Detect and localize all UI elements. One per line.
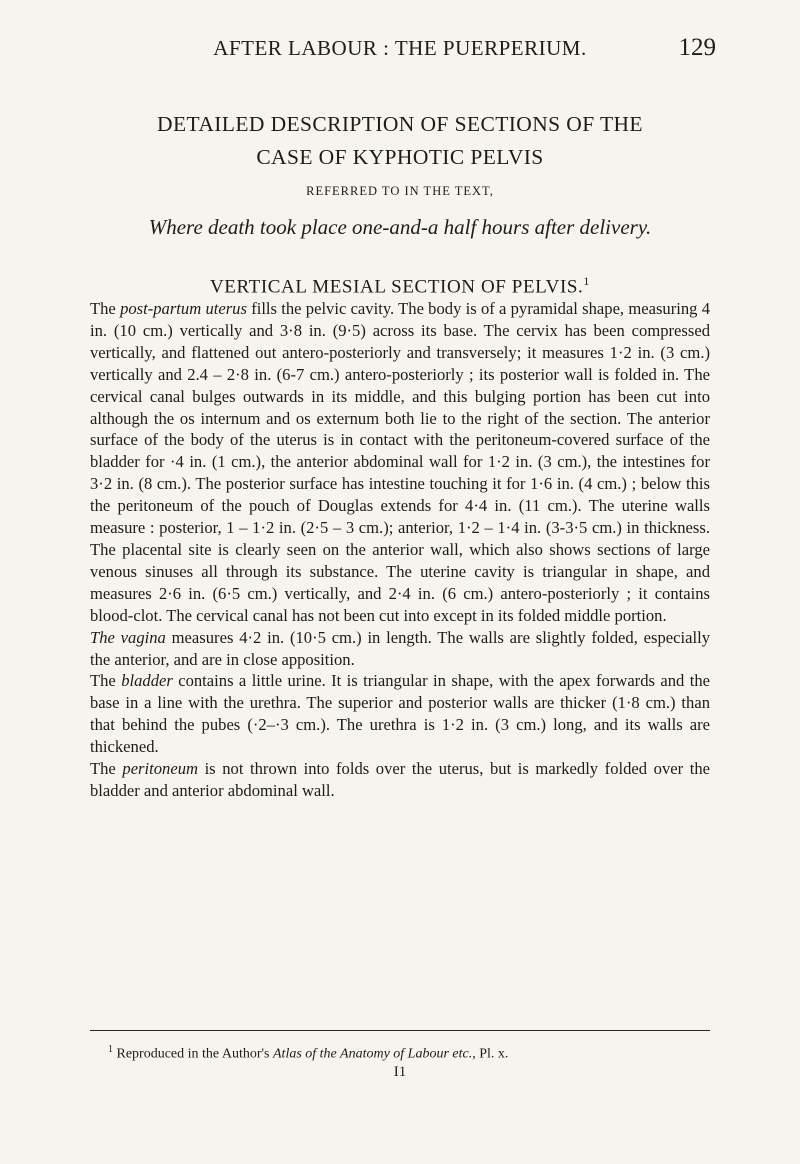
footnote-text-after: , Pl. x. xyxy=(472,1046,509,1062)
footnote xyxy=(108,1044,710,1063)
paragraph-lead: The vagina xyxy=(90,627,166,647)
body-text xyxy=(90,298,710,802)
footnote-divider xyxy=(90,1030,710,1031)
paragraph-uterus xyxy=(90,298,710,627)
caption: Where death took place one-and-a half hours after delivery. xyxy=(148,215,652,239)
section-heading-text: VERTICAL MESIAL SECTION OF PELVIS. xyxy=(209,276,584,298)
paragraph-prefix: The xyxy=(90,299,121,318)
paragraph-lead: bladder xyxy=(121,671,173,691)
title-line-2: CASE OF KYPHOTIC PELVIS xyxy=(256,145,544,169)
paragraph-peritoneum xyxy=(90,758,710,802)
paragraph-lead: peritoneum xyxy=(122,759,198,779)
subtitle: REFERRED TO IN THE TEXT, xyxy=(306,184,494,198)
page-number: 129 xyxy=(678,34,716,61)
signature-mark: I1 xyxy=(393,1064,407,1080)
paragraph-lead: post-partum uterus xyxy=(120,299,247,318)
paragraph-text: is not thrown into folds over the uterus, but is markedly folded over the bladder and anterior abdominal wall. xyxy=(90,759,710,800)
section-heading xyxy=(84,274,716,298)
paragraph-prefix: The xyxy=(90,671,122,691)
paragraph-vagina xyxy=(90,627,710,671)
footnote-mark: 1 xyxy=(108,1044,113,1055)
paragraph-prefix: The xyxy=(90,759,123,779)
running-title: AFTER LABOUR : THE PUERPERIUM. xyxy=(213,36,587,60)
paragraph-bladder xyxy=(90,670,710,758)
footnote-text-before: Reproduced in the Author's xyxy=(113,1046,273,1062)
footnote-italic: Atlas of the Anatomy of Labour etc. xyxy=(273,1046,473,1062)
running-head xyxy=(84,36,716,68)
title-line-1: DETAILED DESCRIPTION OF SECTIONS OF THE xyxy=(157,112,643,136)
paragraph-text: measures 4·2 in. (10·5 cm.) in length. The walls are slightly folded, especially the anterior, and are in close apposition. xyxy=(90,627,710,669)
paragraph-text: contains a little urine. It is triangular in shape, with the apex forwards and the base in a line with the urethra. The superior and posterior walls are thicker (1·8 cm.) than that behind the pubes (·2–·3 cm.). The urethra is 1·2 in. (3 cm.) long, and its walls are thickened. xyxy=(90,671,710,757)
paragraph-text: fills the pelvic cavity. The body is of a pyramidal shape, measuring 4 in. (10 cm.) vertically and 3·8 in. (9·5) across its base. The cervix has been compressed vertically, and flattened out antero-posteriorly and transversely; it measures 1·2 in. (3 cm.) vertically and 2.4 – 2·8 in. (6-7 cm.) antero-posteriorly ; its posterior wall is folded in. The cervical canal bulges outwards in its middle, and this bulging portion has been cut into although the os internum and os externum both lie to the right of the section. The anterior surface of the body of the uterus is in contact with the peritoneum-covered surface of the bladder for ·4 in. (1 cm.), the anterior abdominal wall for 1·2 in. (3 cm.), the intestines for 3·2 in. (8 cm.). The posterior surface has intestine touching it for 1·6 in. (4 cm.) ; below this the peritoneum of the pouch of Douglas extends for 4·4 in. (11 cm.). The uterine walls measure : posterior, 1 – 1·2 in. (2·5 – 3 cm.); anterior, 1·2 – 1·4 in. (3-3·5 cm.) in thickness. The placental site is clearly seen on the anterior wall, which also shows sections of large venous sinuses all through its substance. The uterine cavity is triangular in shape, and measures 2·6 in. (6·5 cm.) vertically, and 2·4 in. (6 cm.) antero-posteriorly ; it contains blood-clot. The cervical canal has not been cut into except in its folded middle portion. xyxy=(90,299,711,625)
footnote-reference[interactable]: 1 xyxy=(583,274,591,288)
title xyxy=(84,108,716,174)
headings xyxy=(84,108,716,298)
